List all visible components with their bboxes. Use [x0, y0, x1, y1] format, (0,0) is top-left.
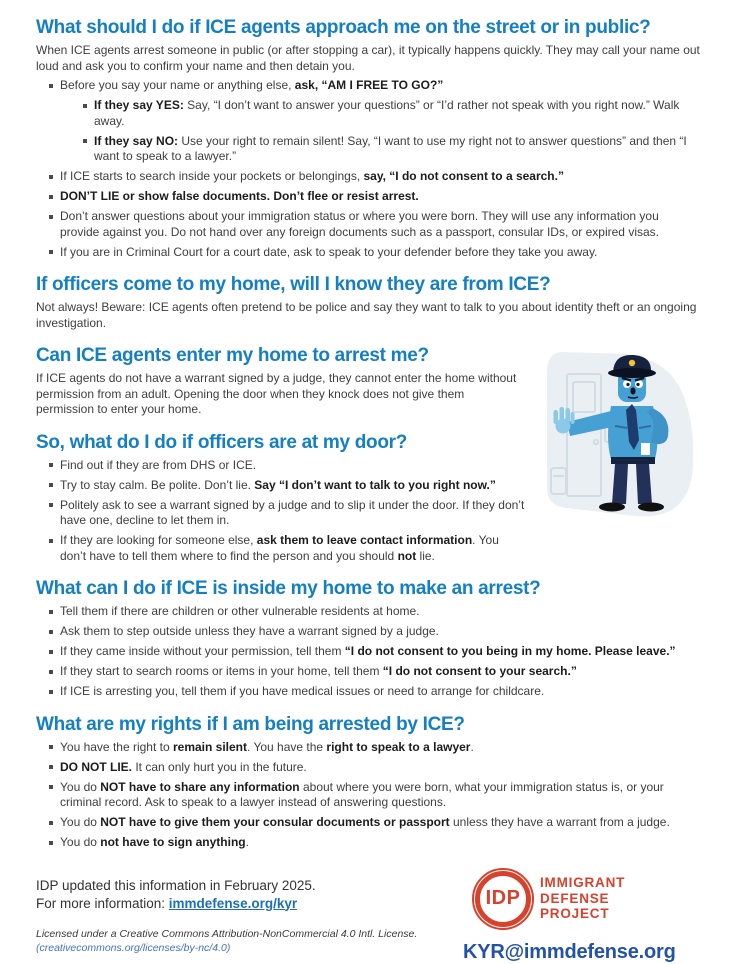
bullet-item [36, 815, 701, 831]
body-text: You do [60, 835, 101, 849]
bullet-list [36, 78, 701, 260]
section-heading-inside-home: What can I do if ICE is inside my home to make an arrest? [36, 578, 541, 599]
body-text: . [245, 835, 249, 849]
bullet-item [36, 780, 701, 811]
section-heading-enter-home: Can ICE agents enter my home to arrest me? [36, 345, 429, 366]
bullet-item [36, 644, 701, 660]
emphasis-text: right to speak to a lawyer [326, 739, 471, 754]
body-text: If they start to search rooms or items in your home, tell them [60, 664, 383, 678]
body-text: Before you say your name or anything else, [60, 78, 295, 92]
logo-block [463, 871, 701, 964]
section-heading-street: What should I do if ICE agents approach me on the street or in public? [36, 17, 651, 38]
license-block [36, 927, 463, 955]
body-text: about where you were born, what your immigration status is, or your criminal record. Ask to speak to a lawyer instead of answering questions. [60, 779, 664, 809]
emphasis-text: DON’T LIE or show false documents. Don’t flee or resist arrest. [60, 189, 419, 203]
body-text: Ask them to step outside unless they have a warrant signed by a judge. [60, 624, 439, 638]
emphasis-text: say, “I do not consent to a search.” [363, 169, 564, 183]
emphasis-text: “I do not consent to you being in my home. Please leave.” [344, 644, 676, 658]
bullet-item [36, 664, 701, 680]
bullet-item [36, 78, 701, 94]
emphasis-text: If they say YES: [94, 98, 184, 112]
body-text: You have the right to [60, 739, 173, 754]
body-text: It can only hurt you in the future. [132, 759, 307, 774]
body-text: Tell them if there are children or other vulnerable residents at home. [60, 604, 420, 618]
kyr-email[interactable]: KYR@immdefense.org [463, 940, 676, 963]
section-being-arrested [36, 713, 701, 851]
body-text: You do [60, 815, 101, 829]
section-street [36, 16, 701, 260]
bullet-item [36, 533, 701, 564]
more-info-prefix: For more information: [36, 895, 169, 911]
section-intro: When ICE agents arrest someone in public (or after stopping a car), it typically happens quickly. They may call your name out loud and ask you to confirm your name and then detain you. [36, 43, 700, 73]
body-text: unless they have a warrant from a judge. [449, 815, 670, 829]
bullet-item [36, 684, 701, 700]
updated-line: IDP updated this information in February 2025. [36, 877, 316, 893]
org-line: PROJECT [540, 906, 610, 922]
idp-logo [475, 871, 625, 927]
sections [36, 16, 701, 851]
bullet-item [36, 498, 701, 529]
bullet-item [36, 98, 701, 129]
bullet-item [36, 624, 701, 640]
emphasis-text: “I do not consent to your search.” [382, 664, 577, 678]
emphasis-text: not have to sign anything [100, 835, 246, 849]
body-text: If ICE starts to search inside your pockets or belongings, [60, 169, 364, 183]
idp-logo-icon [475, 871, 531, 927]
bullet-list [36, 740, 701, 851]
bullet-item [36, 458, 701, 474]
section-inside-home [36, 577, 701, 700]
body-text: Say, “I don’t want to answer your questions” or “I’d rather not speak with you right now.” Walk away. [94, 98, 680, 128]
body-text: Find out if they are from DHS or ICE. [60, 457, 257, 472]
emphasis-text: DO NOT LIE. [60, 759, 132, 774]
org-line: DEFENSE [540, 890, 610, 906]
kyr-link[interactable]: immdefense.org/kyr [168, 895, 298, 911]
emphasis-text: not [397, 548, 417, 563]
section-heading-being-arrested: What are my rights if I am being arrested by ICE? [36, 713, 465, 735]
body-text: . You don’t have to tell them where to find the person and you should [60, 533, 499, 563]
emphasis-text: NOT have to share any information [100, 779, 300, 794]
body-text: Use your right to remain silent! Say, “I want to use my right not to answer questions” and then “I want to speak to a lawyer.” [94, 133, 687, 163]
body-text: If you are in Criminal Court for a court date, ask to speak to your defender before they take you away. [60, 244, 598, 259]
idp-logo-text: IDP [485, 887, 521, 909]
emphasis-text: If they say NO: [94, 133, 179, 148]
license-line: Licensed under a Creative Commons Attribution-NonCommercial 4.0 Intl. License. [36, 927, 418, 940]
footer-text-block [36, 871, 463, 964]
section-heading-at-my-door: So, what do I do if officers are at my door? [36, 431, 408, 453]
cc-license-link[interactable]: (creativecommons.org/licenses/by-nc/4.0) [36, 941, 231, 954]
body-text: Don’t answer questions about your immigration status or where you were born. They will use any information you provide against you. Do not hand over any foreign documents such as a passport, consular IDs, or expired visas. [60, 209, 659, 239]
body-text: Try to stay calm. Be polite. Don’t lie. [60, 477, 255, 492]
bullet-item [36, 740, 701, 756]
emphasis-text: NOT have to give them your consular documents or passport [100, 815, 450, 829]
body-text: lie. [416, 548, 435, 563]
body-text: . You have the [247, 739, 327, 754]
bullet-item [36, 134, 701, 165]
section-officers-home [36, 273, 701, 331]
org-line: IMMIGRANT [540, 875, 626, 891]
footer [36, 871, 701, 964]
body-text: Politely ask to see a warrant signed by a judge and to slip it under the door. If they don’t have one, decline to let them in. [60, 497, 525, 527]
section-enter-home [36, 344, 701, 418]
bullet-item [36, 169, 701, 185]
emphasis-text: ask, “AM I FREE TO GO?” [294, 78, 444, 92]
org-name [540, 875, 625, 922]
body-text: If ICE is arresting you, tell them if you have medical issues or need to arrange for childcare. [60, 684, 545, 698]
bullet-item [36, 760, 701, 776]
bullet-item [36, 209, 701, 240]
body-text: If they came inside without your permission, tell them [60, 644, 345, 658]
bullet-item [36, 478, 701, 494]
section-intro: Not always! Beware: ICE agents often pretend to be police and say they want to talk to you about identity theft or an ongoing investigation. [36, 300, 697, 330]
more-info-line [36, 895, 463, 913]
emphasis-text: ask them to leave contact information [256, 533, 473, 547]
bullet-item [36, 245, 701, 261]
emphasis-text: Say “I don’t want to talk to you right now.” [254, 477, 496, 492]
bullet-item [36, 604, 701, 620]
bullet-list [36, 604, 701, 700]
bullet-item [36, 835, 701, 851]
body-text: . [470, 739, 474, 754]
body-text: If they are looking for someone else, [60, 533, 257, 547]
section-heading-officers-home: If officers come to my home, will I know they are from ICE? [36, 274, 551, 295]
bullet-item [36, 189, 701, 205]
body-text: You do [60, 779, 101, 794]
emphasis-text: remain silent [172, 739, 248, 754]
section-intro: If ICE agents do not have a warrant signed by a judge, they cannot enter the home without permission from an adult. Opening the door when they knock does not give them permission to enter your home. [36, 371, 517, 416]
